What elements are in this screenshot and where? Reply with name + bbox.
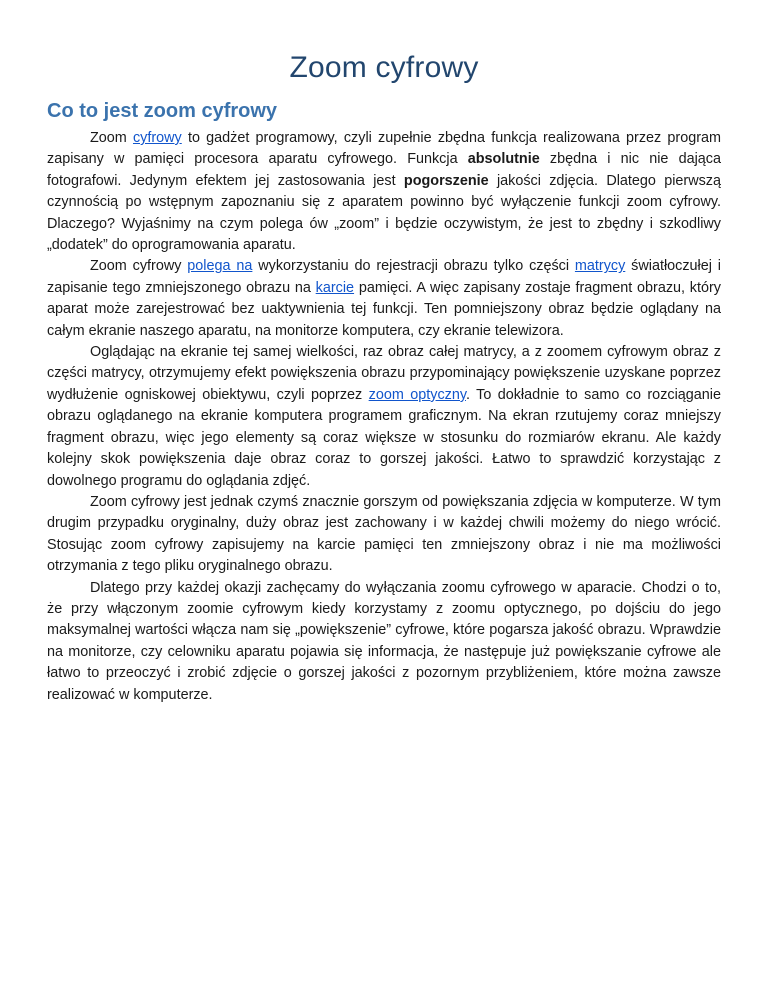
paragraph-text: Zoom xyxy=(90,130,133,146)
paragraph-text: zbędna i nic nie dająca fotografowi. Jedynym efektem jej zastosowania jest xyxy=(47,151,721,189)
link-matrycy[interactable]: matrycy xyxy=(574,258,626,275)
paragraph-4: Zoom cyfrowy jest jednak czymś znacznie gorszym od powiększania zdjęcia w komputerze. W tym drugim przypadku oryginalny, duży obraz jest zachowany i w każdej chwili możemy do niego wrócić. Stosując zoom cyfrowy zapisujemy na karcie pamięci ten zmniejszony obraz i nie ma możliwości otrzymania z tego pliku oryginalnego obrazu. xyxy=(47,493,721,575)
link-karcie[interactable]: karcie xyxy=(315,279,355,296)
bold-text: pogorszenie xyxy=(403,172,489,189)
paragraph-text: wykorzystaniu do rejestracji obrazu tylko części xyxy=(252,258,575,275)
paragraph-text: światłoczułej i zapisanie tego zmniejszonego obrazu na xyxy=(47,258,721,296)
bold-text: absolutnie xyxy=(467,151,540,168)
document-page xyxy=(47,0,721,706)
paragraph-5: Dlatego przy każdej okazji zachęcamy do wyłączania zoomu cyfrowego w aparacie. Chodzi o to, że przy włączonym zoomie cyfrowym kiedy korzystamy z zoomu optycznego, po dojściu do jego maksymalnej wartości włącza nam się „powiększenie” cyfrowe, które pogarsza jakość obrazu. Wprawdzie na monitorze, czy celowniku aparatu pojawia się informacja, że następuje już powiększanie cyfrowe ale łatwo to przeoczyć i zrobić zdjęcie o gorszej jakości z pozornym przybliżeniem, które można zawsze realizować w komputerze. xyxy=(47,579,721,703)
page-title: Zoom cyfrowy xyxy=(289,51,479,84)
paragraph-2 xyxy=(47,256,721,342)
link-zoom-optyczny[interactable]: zoom optyczny xyxy=(368,386,466,403)
link-polega-na[interactable]: polega na xyxy=(187,258,253,275)
paragraph-text: to gadżet programowy, czyli zupełnie zbędna funkcja realizowana przez program zapisany w pamięci procesora aparatu cyfrowego. Funkcja xyxy=(47,130,721,168)
paragraph-text: Zoom cyfrowy xyxy=(90,258,188,275)
section-heading: Co to jest zoom cyfrowy xyxy=(47,100,278,122)
paragraph-text: pamięci. A więc zapisany zostaje fragment obrazu, który aparat może zarejestrować bez uaktywnienia tej funkcji. Ten pomniejszony obraz będzie oglądany na całym ekranie naszego aparatu, na monitorze komputera, czy ekranie telewizora. xyxy=(47,279,721,339)
paragraph-1 xyxy=(47,128,721,256)
paragraph-text: jakości zdjęcia. Dlatego pierwszą czynnością po wstępnym zapoznaniu się z aparatem powinno być wyłączenie funkcji zoom cyfrowy. Dlaczego? Wyjaśnimy na czym polega ów „zoom” i będzie oczywistym, że jest to zbędny i szkodliwy „dodatek” do oprogramowania aparatu. xyxy=(47,172,721,254)
paragraph-text: . To dokładnie to samo co rozciąganie obrazu oglądanego na ekranie komputera programem graficznym. Na ekran rzutujemy coraz mniejszy fragment obrazu, więc jego elementy są coraz większe w stosunku do rozmiarów ekranu. Ale każdy kolejny skok powiększenia daje obraz coraz to gorszej jakości. Łatwo to sprawdzić korzystając z dowolnego programu do oglądania zdjęć. xyxy=(47,386,721,489)
paragraph-text: Oglądając na ekranie tej samej wielkości, raz obraz całej matrycy, a z zoomem cyfrowym obraz z części matrycy, otrzymujemy efekt powiększenia obrazu przypominający powiększenie uzyskane poprzez wydłużenie ogniskowej obiektywu, czyli poprzez xyxy=(47,344,721,403)
paragraph-3 xyxy=(47,342,721,492)
link-cyfrowy[interactable]: cyfrowy xyxy=(132,130,182,146)
